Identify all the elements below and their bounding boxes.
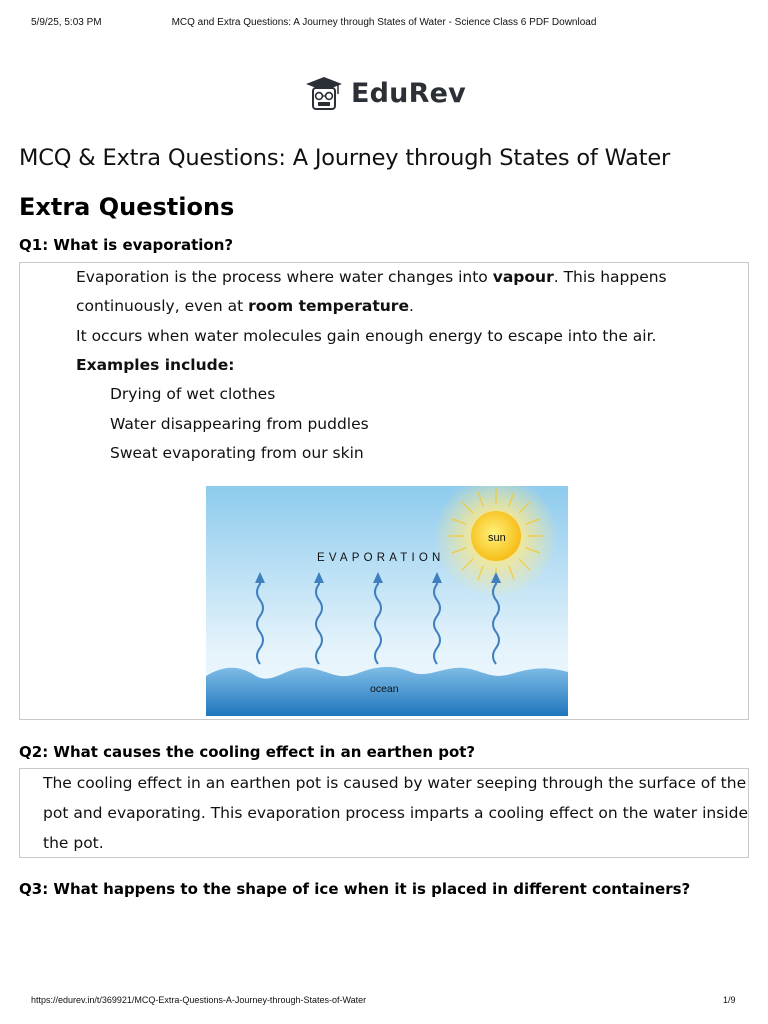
evaporation-label: EVAPORATION — [317, 552, 445, 564]
print-header — [0, 17, 768, 31]
example-item: Drying of wet clothes — [110, 385, 276, 403]
logo-brand-text: EduRev — [351, 77, 466, 109]
answer-1-line-3: It occurs when water molecules gain enough energy to escape into the air. — [76, 327, 657, 345]
sun-label: sun — [488, 532, 506, 544]
footer-page-number: 1/9 — [723, 995, 736, 1005]
ocean-label: ocean — [370, 683, 399, 695]
answer-box-2 — [19, 768, 749, 858]
edurev-logo[interactable] — [304, 74, 466, 112]
evaporation-diagram — [206, 486, 568, 716]
footer-url[interactable]: https://edurev.in/t/369921/MCQ-Extra-Questions-A-Journey-through-States-of-Water — [31, 995, 367, 1005]
print-doc-title: MCQ and Extra Questions: A Journey through States of Water - Science Class 6 PDF Download — [171, 17, 597, 28]
answer-1-line-1: Evaporation is the process where water changes into vapour. This happens — [76, 268, 667, 286]
question-1: Q1: What is evaporation? — [19, 236, 234, 254]
answer-2-line-1: The cooling effect in an earthen pot is caused by water seeping through the surface of the — [43, 774, 747, 792]
print-datetime: 5/9/25, 5:03 PM — [31, 17, 102, 28]
answer-2-line-3: the pot. — [43, 834, 104, 852]
answer-1-line-2: continuously, even at room temperature. — [76, 297, 414, 315]
answer-box-1 — [19, 262, 749, 720]
examples-heading: Examples include: — [76, 356, 235, 374]
example-item: Sweat evaporating from our skin — [110, 444, 364, 462]
graduation-cap-mascot-icon — [304, 75, 344, 111]
page-title: MCQ & Extra Questions: A Journey through States of Water — [19, 145, 671, 171]
section-heading: Extra Questions — [19, 193, 235, 221]
question-2: Q2: What causes the cooling effect in an earthen pot? — [19, 743, 476, 761]
example-item: Water disappearing from puddles — [110, 415, 369, 433]
question-3: Q3: What happens to the shape of ice when it is placed in different containers? — [19, 880, 691, 898]
answer-2-line-2: pot and evaporating. This evaporation process imparts a cooling effect on the water inside — [43, 804, 748, 822]
